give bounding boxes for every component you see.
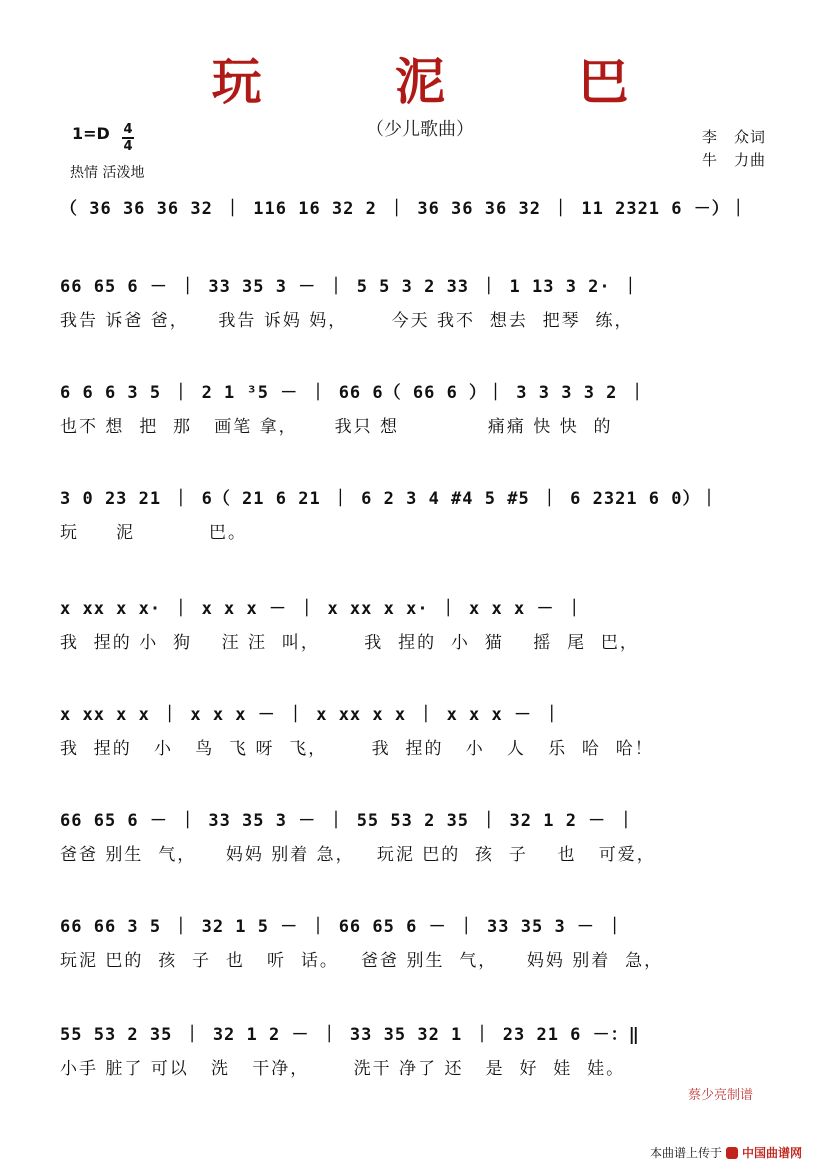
notation-line: 66 65 6 － ｜ 33 35 3 － ｜ 55 53 2 35 ｜ 32 1 2 － ｜	[60, 811, 636, 831]
key-signature: 1=D	[72, 124, 110, 143]
time-signature	[122, 122, 134, 154]
lyrics-line: 爸爸 别生 气， 妈妈 别着 急， 玩泥 巴的 孩 子 也 可爱，	[60, 845, 656, 865]
credits	[702, 126, 766, 172]
score-line-6	[0, 700, 840, 770]
notation-line: 66 66 3 5 ｜ 32 1 5 － ｜ 66 65 6 － ｜ 33 35 3 － ｜	[60, 917, 625, 937]
score-line-9	[0, 1020, 840, 1090]
score-line-1	[0, 194, 840, 264]
score-line-2	[0, 272, 840, 342]
lyricist-credit: 李 众词	[702, 128, 767, 146]
lyrics-line: 玩 泥 巴。	[60, 523, 248, 543]
notation-line: 66 65 6 － ｜ 33 35 3 － ｜ 5 5 3 2 33 ｜ 1 13 3 2· ｜	[60, 277, 640, 297]
lyrics-line: 我告 诉爸 爸， 我告 诉妈 妈， 今天 我不 想去 把琴 练，	[60, 311, 634, 331]
score-line-5	[0, 594, 840, 664]
time-denominator: 4	[123, 139, 133, 154]
lyrics-line: 我 捏的 小 狗 汪 汪 叫， 我 捏的 小 猫 摇 尾 巴，	[60, 633, 639, 653]
composer-credit: 牛 力曲	[702, 151, 767, 169]
score-line-3	[0, 378, 840, 448]
site-name[interactable]: 中国曲谱网	[742, 1146, 803, 1160]
score-line-4	[0, 484, 840, 554]
song-subtitle: （少儿歌曲）	[366, 119, 474, 140]
song-title: 玩 泥 巴	[211, 52, 687, 111]
tempo-marking: 热情 活泼地	[70, 165, 145, 181]
notation-line: x xx x x· ｜ x x x － ｜ x xx x x· ｜ x x x － ｜	[60, 599, 584, 619]
notation-line: x xx x x ｜ x x x － ｜ x xx x x ｜ x x x － ｜	[60, 705, 562, 725]
notation-line: 3 0 23 21 ｜ 6（ 21 6 21 ｜ 6 2 3 4 #4 5 #5 ｜ 6 2321 6 0）｜	[60, 489, 719, 509]
notation-line: 55 53 2 35 ｜ 32 1 2 － ｜ 33 35 32 1 ｜ 23 21 6 －：‖	[60, 1025, 640, 1045]
score-line-7	[0, 806, 840, 876]
score-line-8	[0, 912, 840, 982]
lyrics-line: 我 捏的 小 鸟 飞 呀 飞， 我 捏的 小 人 乐 哈 哈！	[60, 739, 654, 759]
site-footer	[650, 1144, 802, 1161]
site-logo-icon	[726, 1147, 738, 1159]
notation-line: 6 6 6 3 5 ｜ 2 1 ³5 － ｜ 66 6（ 66 6 ）｜ 3 3 3 3 2 ｜	[60, 383, 647, 403]
lyrics-line	[60, 228, 780, 254]
lyrics-line: 玩泥 巴的 孩 子 也 听 话。 爸爸 别生 气， 妈妈 别着 急，	[60, 951, 664, 971]
lyrics-line: 也不 想 把 那 画笔 拿， 我只 想 痛痛 快 快 的	[60, 417, 613, 437]
notation-line: （ 36 36 36 32 ｜ 116 16 32 2 ｜ 36 36 36 32 ｜ 11 2321 6 －）｜	[60, 199, 748, 219]
uploaded-text: 本曲谱上传于	[650, 1146, 723, 1160]
time-numerator: 4	[123, 122, 133, 137]
engraver-credit: 蔡少亮制谱	[688, 1088, 754, 1103]
lyrics-line: 小手 脏了 可以 洗 干净， 洗干 净了 还 是 好 娃 娃。	[60, 1059, 626, 1079]
